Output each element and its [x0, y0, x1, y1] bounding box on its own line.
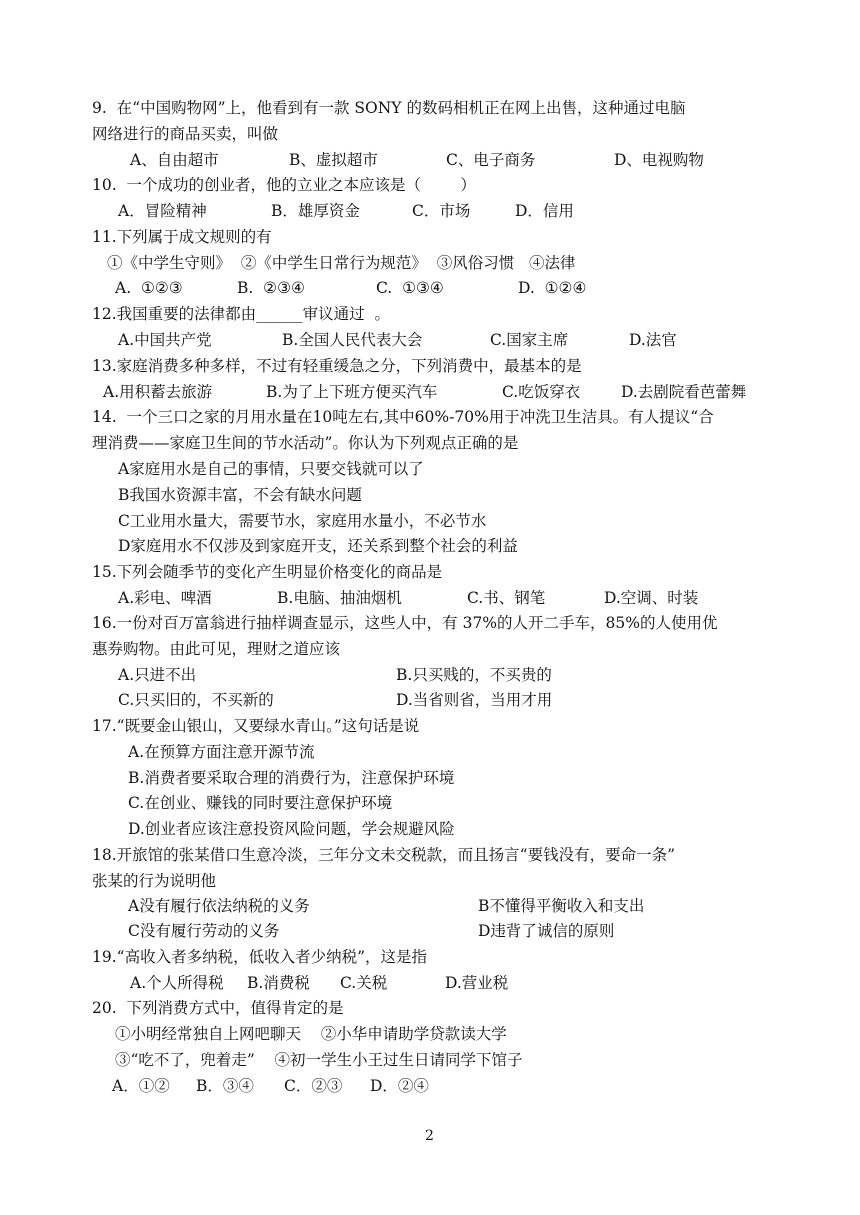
- q10-options: [0, 200, 860, 222]
- q18-option-b: B不懂得平衡收入和支出: [478, 897, 645, 915]
- q16-options-row2: [0, 689, 860, 711]
- q20-stem: 20. 下列消费方式中，值得肯定的是: [92, 999, 344, 1017]
- q20-option-a: A．①②: [112, 1077, 170, 1095]
- q16-stem-line1: 16.一份对百万富翁进行抽样调查显示，这些人中，有 37%的人开二手车，85%的人使用优: [92, 614, 718, 632]
- q9-stem-line1: 9. 在“中国购物网”上，他看到有一款 SONY 的数码相机正在网上出售，这种通过电脑: [92, 99, 686, 117]
- q16-option-d: D.当省则省，当用才用: [396, 691, 553, 709]
- q20-items-row2: ③“吃不了，兜着走” ④初一学生小王过生日请同学下馆子: [115, 1051, 523, 1069]
- q14-option-b: B我国水资源丰富，不会有缺水问题: [118, 486, 362, 504]
- q15-options: [0, 587, 860, 609]
- q20-option-b: B．③④: [196, 1077, 254, 1095]
- q18-option-a: A没有履行依法纳税的义务: [128, 897, 310, 915]
- q17-stem: 17.“既要金山银山，又要绿水青山。”这句话是说: [92, 717, 420, 735]
- q13-option-d: D.去剧院看芭蕾舞: [621, 383, 747, 401]
- q14-option-a: A家庭用水是自己的事情，只要交钱就可以了: [118, 460, 424, 478]
- q13-options: [0, 381, 860, 403]
- q11-stem: 11.下列属于成文规则的有: [92, 228, 272, 246]
- q14-option-d: D家庭用水不仅涉及到家庭开支，还关系到整个社会的利益: [118, 537, 518, 555]
- q12-options: [0, 329, 860, 351]
- q15-option-a: A.彩电、啤酒: [118, 589, 212, 607]
- q12-stem: 12.我国重要的法律都由______审议通过 。: [92, 305, 391, 323]
- page-number: 2: [425, 1128, 434, 1144]
- q20-option-c: C．②③: [284, 1077, 343, 1095]
- q18-stem-line1: 18.开旅馆的张某借口生意冷淡，三年分文未交税款，而且扬言“要钱没有，要命一条”: [92, 846, 676, 864]
- q16-option-a: A.只进不出: [118, 666, 197, 684]
- q17-option-c: C.在创业、赚钱的同时要注意保护环境: [128, 794, 393, 812]
- q18-options-row1: [0, 895, 860, 917]
- q18-option-c: C没有履行劳动的义务: [128, 922, 280, 940]
- q17-option-b: B.消费者要采取合理的消费行为，注意保护环境: [128, 769, 455, 787]
- q16-option-c: C.只买旧的，不买新的: [118, 691, 274, 709]
- q11-option-c: C. ①③④: [376, 279, 444, 297]
- q12-option-d: D.法官: [629, 331, 677, 349]
- q14-option-c: C工业用水量大，需要节水，家庭用水量小，不必节水: [118, 512, 487, 530]
- q19-option-d: D.营业税: [445, 974, 509, 992]
- q13-stem: 13.家庭消费多种多样，不过有轻重缓急之分，下列消费中，最基本的是: [92, 357, 582, 375]
- q13-option-a: A.用积蓄去旅游: [103, 383, 213, 401]
- q16-option-b: B.只买贱的，不买贵的: [396, 666, 552, 684]
- q12-option-b: B.全国人民代表大会: [282, 331, 423, 349]
- q17-option-d: D.创业者应该注意投资风险问题，学会规避风险: [128, 820, 455, 838]
- q11-option-d: D. ①②④: [518, 279, 587, 297]
- q18-option-d: D违背了诚信的原则: [478, 922, 615, 940]
- q12-option-a: A.中国共产党: [118, 331, 212, 349]
- q15-stem: 15.下列会随季节的变化产生明显价格变化的商品是: [92, 563, 443, 581]
- q14-stem-line1: 14. 一个三口之家的月用水量在10吨左右,其中60%-70%用于冲洗卫生洁具。有人提议“合: [92, 408, 714, 426]
- q20-option-d: D．②④: [370, 1077, 429, 1095]
- q17-option-a: A.在预算方面注意开源节流: [128, 743, 315, 761]
- q19-options: [0, 972, 860, 994]
- q19-option-c: C.关税: [340, 974, 388, 992]
- q11-option-b: B. ②③④: [237, 279, 305, 297]
- q20-options: [0, 1075, 860, 1097]
- q16-options-row1: [0, 664, 860, 686]
- q9-option-d: D、电视购物: [614, 151, 704, 169]
- q11-options: [0, 277, 860, 299]
- q9-option-c: C、电子商务: [446, 151, 536, 169]
- q10-option-b: B．雄厚资金: [271, 202, 360, 220]
- q12-option-c: C.国家主席: [490, 331, 569, 349]
- q15-option-c: C.书、钢笔: [467, 589, 546, 607]
- q15-option-d: D.空调、时装: [604, 589, 699, 607]
- q11-option-a: A. ①②③: [115, 279, 183, 297]
- q10-option-d: D．信用: [515, 202, 574, 220]
- q10-stem: 10. 一个成功的创业者，他的立业之本应该是（ ）: [92, 176, 476, 194]
- q15-option-b: B.电脑、抽油烟机: [277, 589, 402, 607]
- q14-stem-line2: 理消费——家庭卫生间的节水活动”。你认为下列观点正确的是: [92, 434, 519, 452]
- q10-option-a: A．冒险精神: [118, 202, 207, 220]
- q19-option-b: B.消费税: [247, 974, 310, 992]
- q10-option-c: C．市场: [412, 202, 471, 220]
- q9-option-b: B、虚拟超市: [289, 151, 378, 169]
- q19-option-a: A.个人所得税: [130, 974, 224, 992]
- q20-items-row1: ①小明经常独自上网吧聊天 ②小华申请助学贷款读大学: [115, 1025, 507, 1043]
- q13-option-c: C.吃饭穿衣: [502, 383, 581, 401]
- q9-options: [0, 149, 860, 171]
- q9-option-a: A、自由超市: [130, 151, 219, 169]
- q18-stem-line2: 张某的行为说明他: [92, 872, 217, 890]
- q13-option-b: B.为了上下班方便买汽车: [266, 383, 438, 401]
- q19-stem: 19.“高收入者多纳税，低收入者少纳税”，这是指: [92, 948, 427, 966]
- q16-stem-line2: 惠券购物。由此可见，理财之道应该: [92, 640, 341, 658]
- q9-stem-line2: 网络进行的商品买卖，叫做: [92, 125, 279, 143]
- q18-options-row2: [0, 920, 860, 942]
- q11-items: ①《中学生守则》 ②《中学生日常行为规范》 ③风俗习惯 ④法律: [107, 254, 576, 272]
